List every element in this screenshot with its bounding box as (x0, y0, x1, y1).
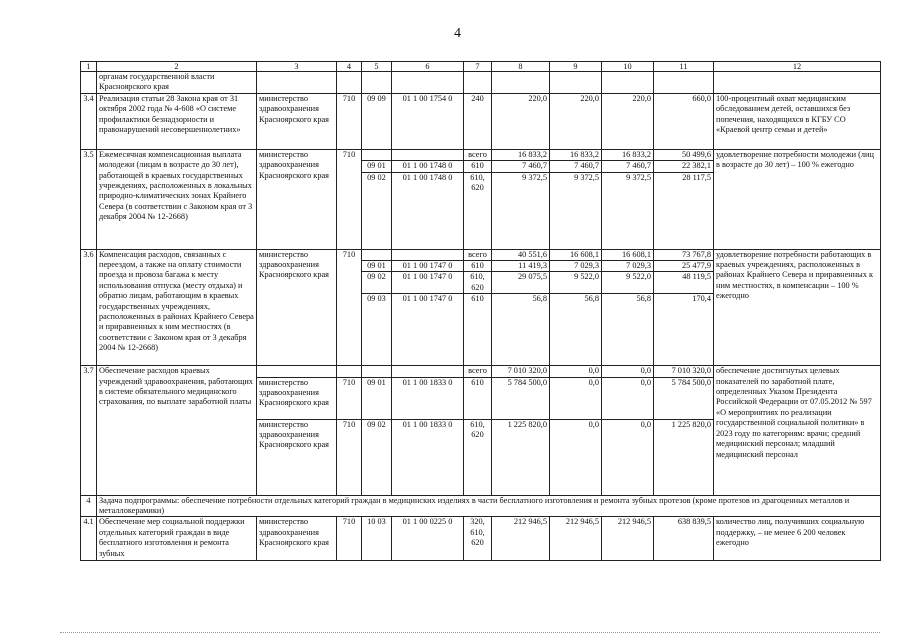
amount-total: 48 119,5 (654, 272, 714, 294)
target-article-code: 01 1 00 1748 0 (392, 172, 464, 249)
amount-2024: 16 608,1 (550, 249, 602, 260)
amount-2023: 40 551,6 (492, 249, 550, 260)
amount-2023: 212 946,5 (492, 517, 550, 561)
target-article-code: 01 1 00 1833 0 (392, 377, 464, 419)
amount-2025: 9 522,0 (602, 272, 654, 294)
amount-total: 22 382,1 (654, 161, 714, 172)
row-number: 3.7 (81, 366, 97, 495)
amount-2025: 212 946,5 (602, 517, 654, 561)
page-bottom-edge (60, 632, 880, 633)
target-article-code: 01 1 00 1748 0 (392, 161, 464, 172)
amount-2025: 16 608,1 (602, 249, 654, 260)
table-row (81, 93, 881, 149)
grbs-code: 710 (337, 249, 362, 366)
expense-type-code: 610 (464, 377, 492, 419)
section-code: 09 02 (362, 172, 392, 249)
row-number: 3.6 (81, 249, 97, 366)
expected-result: обеспечение достигнутых целевых показателей по заработной плате, определенных Указом Президента Российской Федерации от 07.05.2012 № 597 «О мероприятиях по реализации государственной социальной политики» в 2023 году по категориям: врачи; средний медицинский персонал; младший медицинский персонал (714, 366, 881, 495)
amount-2024: 0,0 (550, 366, 602, 377)
responsible-org: министерство здравоохранения Красноярского края (257, 419, 337, 495)
column-header: 2 (97, 62, 257, 72)
section-code: 09 01 (362, 377, 392, 419)
target-article-code: 01 1 00 1747 0 (392, 294, 464, 366)
expense-type-code: 610 (464, 261, 492, 272)
activity-name: Обеспечение расходов краевых учреждений здравоохранения, работающих в системе обязательного медицинского страхования, по выплате заработной платы (97, 366, 257, 495)
amount-total: 28 117,5 (654, 172, 714, 249)
amount-2025: 16 833,2 (602, 149, 654, 160)
column-header: 4 (337, 62, 362, 72)
amount-2023: 9 372,5 (492, 172, 550, 249)
column-header: 9 (550, 62, 602, 72)
target-article-code: 01 1 00 1747 0 (392, 261, 464, 272)
expense-type-code: 610, 620 (464, 419, 492, 495)
amount-2023: 1 225 820,0 (492, 419, 550, 495)
row-number: 3.4 (81, 93, 97, 149)
responsible-org: министерство здравоохранения Красноярского края (257, 249, 337, 366)
section-code: 10 03 (362, 517, 392, 561)
expense-type-code: всего (464, 249, 492, 260)
section-code: 09 02 (362, 419, 392, 495)
activity-name: Обеспечение мер социальной поддержки отдельных категорий граждан в виде бесплатного изготовления и ремонта зубных (97, 517, 257, 561)
program-table-wrapper (80, 61, 880, 561)
column-header: 10 (602, 62, 654, 72)
amount-total: 660,0 (654, 93, 714, 149)
grbs-code: 710 (337, 517, 362, 561)
amount-total: 1 225 820,0 (654, 419, 714, 495)
expected-result: удовлетворение потребности молодежи (лиц в возрасте до 30 лет) – 100 % ежегодно (714, 149, 881, 249)
amount-2024: 56,8 (550, 294, 602, 366)
amount-total: 638 839,5 (654, 517, 714, 561)
amount-2023: 16 833,2 (492, 149, 550, 160)
row-number: 4 (81, 495, 97, 517)
amount-2023: 56,8 (492, 294, 550, 366)
task-row (81, 495, 881, 517)
amount-2023: 29 075,5 (492, 272, 550, 294)
column-header: 11 (654, 62, 714, 72)
task-description: Задача подпрограммы: обеспечение потребности отдельных категорий граждан в медицинских изделиях в части бесплатного изготовления и ремонта зубных протезов (кроме протезов из драгоценных металлов и металлокерамики) (97, 495, 881, 517)
activity-name: Ежемесячная компенсационная выплата молодежи (лицам в возрасте до 30 лет), работающей в краевых государственных учреждениях, расположенных в локальных природно-климатических зонах Крайнего Севера (в соответствии с Законом края от 3 декабря 2004 № 12-2668) (97, 149, 257, 249)
amount-total: 7 010 320,0 (654, 366, 714, 377)
amount-total: 25 477,9 (654, 261, 714, 272)
amount-2024: 220,0 (550, 93, 602, 149)
program-activities-table (80, 61, 881, 561)
grbs-code: 710 (337, 149, 362, 249)
responsible-org: министерство здравоохранения Красноярского края (257, 377, 337, 419)
grbs-code: 710 (337, 377, 362, 419)
amount-2023: 220,0 (492, 93, 550, 149)
amount-2024: 7 460,7 (550, 161, 602, 172)
amount-2025: 56,8 (602, 294, 654, 366)
amount-2024: 9 522,0 (550, 272, 602, 294)
responsible-org: министерство здравоохранения Красноярского края (257, 93, 337, 149)
expense-type-code: 240 (464, 93, 492, 149)
column-header: 12 (714, 62, 881, 72)
amount-2024: 212 946,5 (550, 517, 602, 561)
target-article-code (392, 149, 464, 160)
amount-2025: 7 460,7 (602, 161, 654, 172)
row-number: 4.1 (81, 517, 97, 561)
table-row (81, 517, 881, 561)
expense-type-code: 320, 610, 620 (464, 517, 492, 561)
section-code (362, 249, 392, 260)
column-number-row (81, 62, 881, 72)
target-article-code: 01 1 00 1747 0 (392, 272, 464, 294)
section-code: 09 02 (362, 272, 392, 294)
expense-type-code: 610 (464, 161, 492, 172)
grbs-code: 710 (337, 419, 362, 495)
expense-type-code: 610, 620 (464, 272, 492, 294)
amount-2024: 7 029,3 (550, 261, 602, 272)
amount-2023: 5 784 500,0 (492, 377, 550, 419)
expense-type-code: всего (464, 366, 492, 377)
amount-2025: 0,0 (602, 377, 654, 419)
amount-2023: 7 010 320,0 (492, 366, 550, 377)
grbs-code: 710 (337, 93, 362, 149)
continuation-text: органам государственной власти Красноярского края (97, 72, 257, 94)
amount-2023: 11 419,3 (492, 261, 550, 272)
target-article-code (392, 249, 464, 260)
expense-type-code: 610, 620 (464, 172, 492, 249)
column-header: 1 (81, 62, 97, 72)
amount-total: 170,4 (654, 294, 714, 366)
table-row (81, 72, 881, 94)
column-header: 6 (392, 62, 464, 72)
expense-type-code: 610 (464, 294, 492, 366)
target-article-code: 01 1 00 1754 0 (392, 93, 464, 149)
column-header: 8 (492, 62, 550, 72)
responsible-org: министерство здравоохранения Красноярского края (257, 149, 337, 249)
amount-2025: 0,0 (602, 419, 654, 495)
section-code: 09 03 (362, 294, 392, 366)
amount-total: 5 784 500,0 (654, 377, 714, 419)
expected-result: количество лиц, получивших социальную поддержку, – не менее 6 200 человек ежегодно (714, 517, 881, 561)
expense-type-code: всего (464, 149, 492, 160)
column-header: 5 (362, 62, 392, 72)
table-row (81, 149, 881, 160)
table-row (81, 249, 881, 260)
amount-2024: 16 833,2 (550, 149, 602, 160)
amount-2025: 0,0 (602, 366, 654, 377)
row-number: 3.5 (81, 149, 97, 249)
amount-total: 50 499,6 (654, 149, 714, 160)
section-code: 09 01 (362, 261, 392, 272)
page-number: 4 (454, 26, 461, 41)
expected-result: 100-процентный охват медицинским обследованием детей, оставшихся без попечения, находящихся в КГБУ СО «Краевой центр семьи и детей» (714, 93, 881, 149)
amount-total: 73 767,8 (654, 249, 714, 260)
amount-2024: 0,0 (550, 377, 602, 419)
expected-result: удовлетворение потребности работающих в краевых учреждениях, расположенных в районах Крайнего Севера и приравненных к ним местностях, в компенсации – 100 % ежегодно (714, 249, 881, 366)
responsible-org: министерство здравоохранения Красноярского края (257, 517, 337, 561)
section-code: 09 09 (362, 93, 392, 149)
table-row (81, 366, 881, 377)
column-header: 7 (464, 62, 492, 72)
amount-2025: 7 029,3 (602, 261, 654, 272)
section-code (362, 149, 392, 160)
target-article-code: 01 1 00 1833 0 (392, 419, 464, 495)
amount-2025: 9 372,5 (602, 172, 654, 249)
column-header: 3 (257, 62, 337, 72)
amount-2025: 220,0 (602, 93, 654, 149)
amount-2023: 7 460,7 (492, 161, 550, 172)
amount-2024: 0,0 (550, 419, 602, 495)
activity-name: Компенсация расходов, связанных с переездом, а также на оплату стоимости проезда и провоза багажа к месту использования отпуска (месту отдыха) и обратно лицам, работающим в краевых государственных учреждениях, расположенных в районах Крайнего Севера и приравненных к ним местностях (в соответствии с Законом края от 3 декабря 2004 № 12-2668) (97, 249, 257, 366)
activity-name: Реализация статьи 28 Закона края от 31 октября 2002 года № 4-608 «О системе профилактики безнадзорности и правонарушений несовершеннолетних» (97, 93, 257, 149)
amount-2024: 9 372,5 (550, 172, 602, 249)
target-article-code: 01 1 00 0225 0 (392, 517, 464, 561)
section-code: 09 01 (362, 161, 392, 172)
